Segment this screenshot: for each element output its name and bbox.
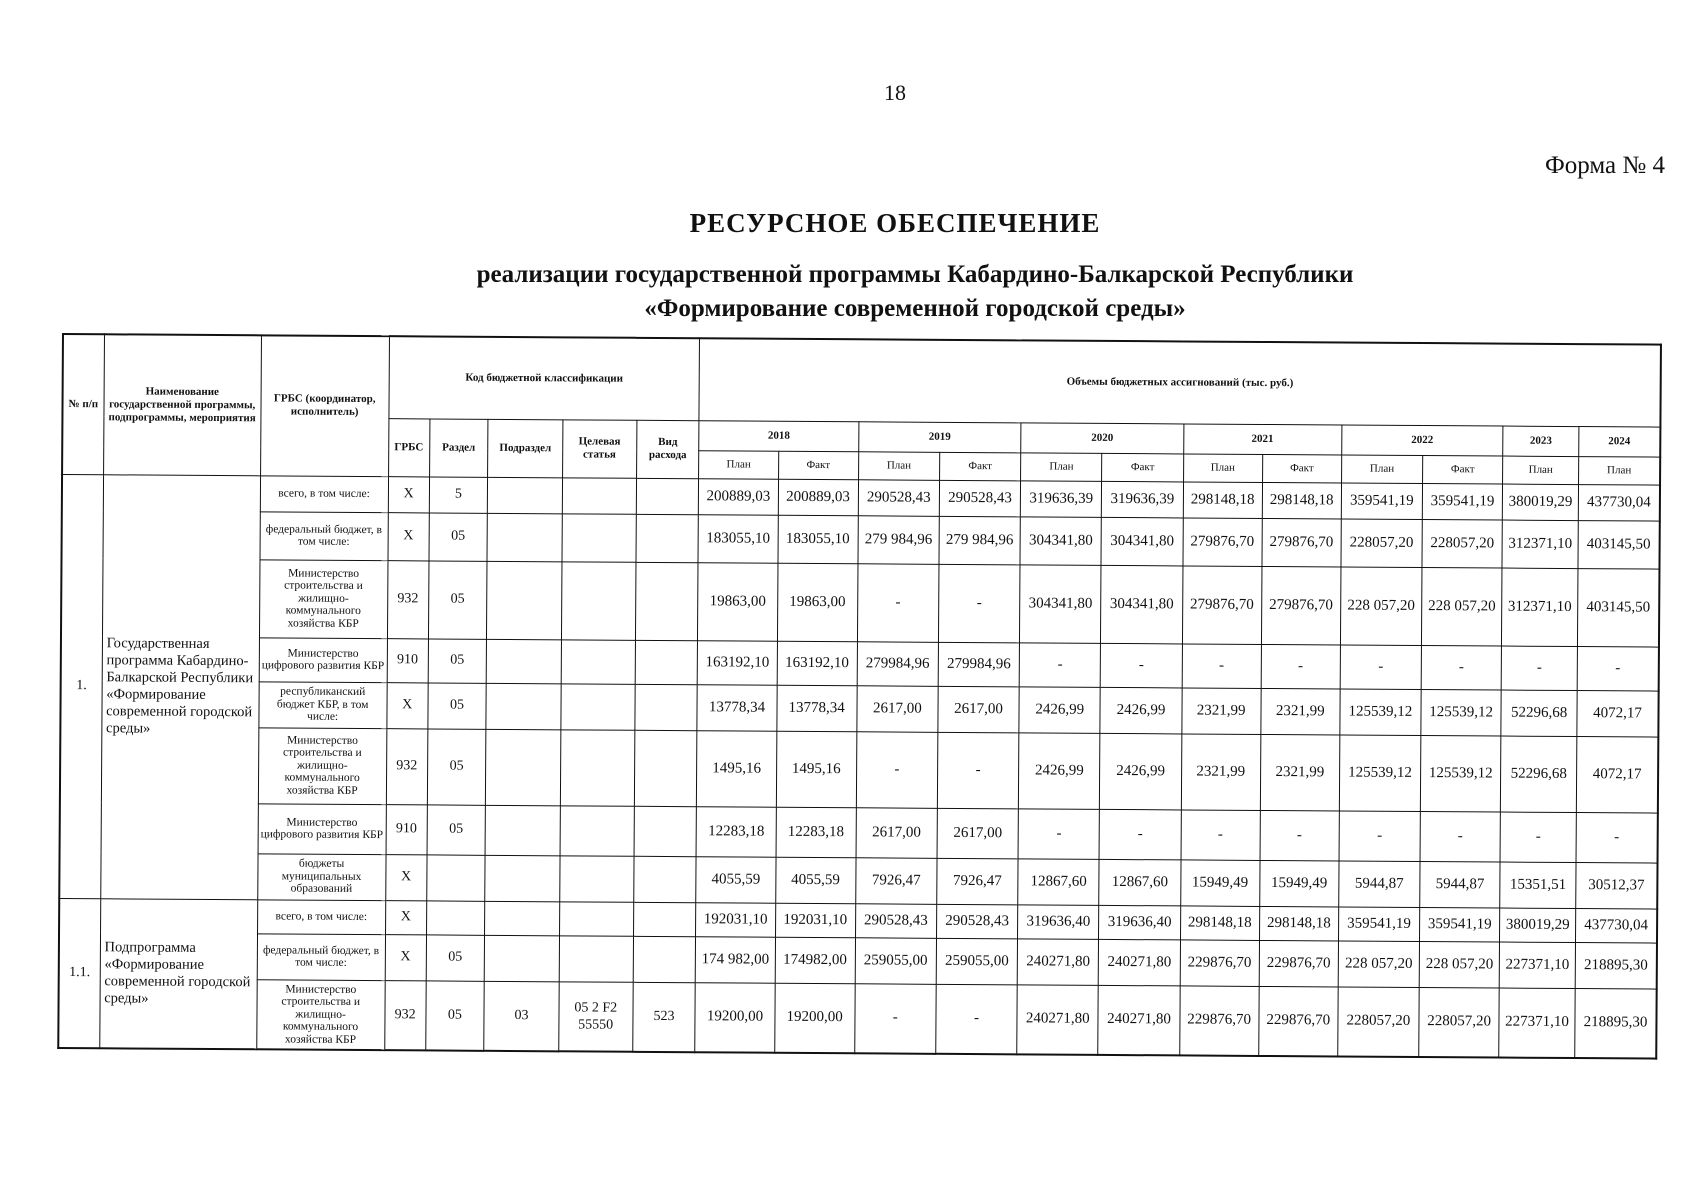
value-cell: 174 982,00 (696, 936, 775, 983)
value-cell: 192031,10 (775, 903, 855, 938)
value-cell: 240271,80 (1017, 938, 1099, 985)
funding-source: Министерство строительства и жилищно-коммунального хозяйства КБР (259, 559, 387, 638)
value-cell: 279 984,96 (858, 515, 940, 564)
code-grbs-cell: X (388, 512, 429, 560)
code-podrazdel-cell (484, 935, 559, 981)
code-type-cell (636, 514, 699, 562)
value-cell: 13778,34 (697, 684, 776, 731)
value-cell: 290528,43 (855, 903, 936, 938)
code-grbs-cell: X (385, 934, 426, 980)
value-cell: 2321,99 (1182, 687, 1261, 734)
value-cell: 183055,10 (778, 515, 858, 564)
value-cell: 290528,43 (936, 904, 1017, 939)
code-razdel-cell (426, 900, 485, 934)
value-cell: 228 057,20 (1340, 566, 1422, 645)
code-podrazdel-cell (487, 561, 562, 639)
code-grbs-cell: 910 (387, 638, 428, 682)
value-cell: 229876,70 (1180, 939, 1259, 986)
value-cell: 125539,12 (1420, 735, 1501, 812)
value-cell: 228057,20 (1419, 987, 1500, 1058)
value-cell: 4055,59 (775, 857, 855, 904)
code-grbs-cell: X (386, 682, 427, 728)
value-cell: 228057,20 (1422, 519, 1502, 568)
header-code-grbs: ГРБС (388, 418, 430, 476)
code-podrazdel-cell (487, 513, 562, 561)
value-cell: 319636,39 (1102, 481, 1183, 518)
value-cell: 15949,49 (1259, 860, 1338, 907)
value-cell: 380019,29 (1502, 484, 1578, 521)
value-cell: 125539,12 (1339, 734, 1421, 811)
value-cell: - (1420, 811, 1500, 862)
row-index: 1. (59, 474, 103, 898)
page-number: 18 (884, 80, 906, 105)
value-cell: 240271,80 (1098, 985, 1180, 1056)
header-year-2018: 2018 (699, 420, 858, 451)
header-year-2023: 2023 (1503, 426, 1579, 457)
header-num: № п/п (62, 334, 104, 474)
header-plan: План (1341, 454, 1422, 483)
value-cell: 279 984,96 (939, 516, 1021, 565)
header-code-target: Целевая статья (562, 419, 636, 477)
code-type-cell (633, 856, 696, 902)
subtitle-line-1: реализации государственной программы Кабардино-Балкарской Республики (476, 261, 1354, 288)
value-cell: 2426,99 (1019, 732, 1101, 809)
value-cell: 359541,19 (1422, 483, 1502, 520)
value-cell: 4072,17 (1576, 736, 1658, 813)
value-cell: 304341,80 (1101, 517, 1183, 566)
value-cell: 359541,19 (1341, 482, 1422, 519)
value-cell: 279876,70 (1261, 566, 1341, 645)
header-fact: Факт (1102, 453, 1183, 482)
code-grbs-cell: 932 (386, 728, 428, 804)
value-cell: 2321,99 (1261, 688, 1340, 735)
table-header (62, 334, 1661, 485)
value-cell: 290528,43 (858, 479, 939, 516)
code-type-cell (636, 478, 699, 514)
value-cell: 319636,40 (1099, 905, 1180, 940)
value-cell: - (1101, 643, 1183, 688)
value-cell: 228 057,20 (1422, 567, 1503, 646)
header-volumes: Объемы бюджетных ассигнований (тыс. руб.) (699, 338, 1661, 426)
header-code-type: Вид расхода (636, 420, 699, 478)
code-grbs-cell: 932 (387, 560, 429, 638)
row-index: 1.1. (58, 898, 100, 1048)
header-code-podrazdel: Подраздел (488, 419, 563, 477)
value-cell: 52296,68 (1501, 736, 1577, 813)
code-razdel-cell: 05 (426, 934, 485, 980)
value-cell: - (1577, 646, 1659, 691)
table-row (60, 726, 1658, 813)
value-cell: - (1099, 809, 1181, 860)
value-cell: 228 057,20 (1419, 941, 1499, 988)
value-cell: 279984,96 (938, 642, 1020, 687)
code-target-cell (561, 561, 635, 639)
code-type-cell (634, 730, 697, 806)
code-type-cell (633, 902, 696, 936)
value-cell: - (1421, 645, 1501, 690)
value-cell: 2617,00 (938, 686, 1020, 733)
table-body (58, 474, 1660, 1059)
funding-source: Министерство цифрового развития КБР (258, 803, 386, 854)
code-grbs-cell: X (385, 854, 426, 900)
funding-source: всего, в том числе: (257, 899, 385, 934)
code-razdel-cell: 5 (429, 476, 488, 512)
value-cell: 163192,10 (777, 641, 857, 686)
code-target-cell (560, 805, 634, 855)
value-cell: 19863,00 (698, 562, 778, 641)
value-cell: 228057,20 (1338, 986, 1420, 1057)
code-grbs-cell: X (385, 900, 426, 934)
code-target-cell (561, 639, 635, 683)
value-cell: - (1576, 812, 1658, 863)
value-cell: 125539,12 (1421, 689, 1501, 736)
code-target-cell (562, 513, 636, 561)
value-cell: - (1261, 644, 1340, 689)
value-cell: 290528,43 (939, 480, 1020, 517)
value-cell: 2617,00 (857, 685, 939, 732)
value-cell: 259055,00 (855, 937, 937, 984)
value-cell: 229876,70 (1179, 985, 1259, 1056)
header-year-2021: 2021 (1183, 423, 1341, 454)
code-podrazdel-cell (486, 683, 561, 729)
value-cell: - (938, 564, 1020, 643)
value-cell: 12867,60 (1099, 859, 1181, 906)
value-cell: 1495,16 (697, 730, 777, 807)
value-cell: - (1500, 812, 1576, 863)
value-cell: 7926,47 (855, 857, 937, 904)
table-row (58, 978, 1656, 1059)
value-cell: 19200,00 (695, 982, 775, 1053)
value-cell: 304341,80 (1020, 516, 1102, 565)
value-cell: 240271,80 (1099, 939, 1181, 986)
resource-table-wrapper (57, 333, 1662, 1060)
value-cell: - (937, 732, 1019, 809)
value-cell: - (1501, 646, 1577, 691)
document-subtitle (0, 258, 1697, 326)
document-title: РЕСУРСНОЕ ОБЕСПЕЧЕНИЕ (689, 208, 1101, 238)
value-cell: 218895,30 (1575, 988, 1657, 1059)
value-cell: 30512,37 (1576, 862, 1658, 909)
code-razdel-cell: 05 (428, 638, 487, 682)
form-label: Форма № 4 (1545, 152, 1665, 179)
value-cell: 2426,99 (1100, 733, 1182, 810)
value-cell: 218895,30 (1575, 942, 1657, 989)
value-cell: 298148,18 (1259, 906, 1338, 941)
program-name: Государственная программа Кабардино-Балкарской Республики «Формирование современной городской среды» (100, 474, 260, 899)
code-target-cell (560, 729, 634, 805)
code-target-cell (560, 855, 634, 901)
code-podrazdel-cell (485, 855, 560, 901)
value-cell: - (1339, 810, 1421, 861)
value-cell: 2321,99 (1181, 733, 1261, 810)
funding-source: бюджеты муниципальных образований (257, 853, 385, 900)
code-type-cell (634, 806, 697, 856)
value-cell: 298148,18 (1180, 905, 1259, 940)
value-cell: - (857, 563, 939, 642)
value-cell: - (1340, 644, 1422, 689)
code-target-cell (562, 477, 636, 513)
funding-source: Министерство строительства и жилищно-коммунального хозяйства КБР (256, 979, 384, 1050)
value-cell: 298148,18 (1183, 481, 1262, 518)
value-cell: 52296,68 (1501, 690, 1577, 737)
value-cell: 5944,87 (1339, 860, 1421, 907)
value-cell: 2426,99 (1019, 686, 1101, 733)
value-cell: 2617,00 (937, 808, 1019, 859)
code-grbs-cell: 910 (386, 804, 427, 854)
code-type-cell (635, 562, 698, 640)
value-cell: 174982,00 (775, 937, 855, 984)
value-cell: 312371,10 (1502, 520, 1578, 569)
value-cell: 200889,03 (778, 479, 858, 516)
value-cell: 229876,70 (1259, 940, 1338, 987)
code-podrazdel-cell (486, 639, 561, 683)
value-cell: 279876,70 (1262, 518, 1341, 567)
value-cell: 259055,00 (936, 938, 1018, 985)
value-cell: 227371,10 (1499, 988, 1575, 1059)
value-cell: 229876,70 (1258, 986, 1338, 1057)
header-plan: План (1183, 453, 1262, 482)
value-cell: 192031,10 (696, 902, 775, 937)
value-cell: 2617,00 (856, 807, 938, 858)
value-cell: 183055,10 (698, 514, 777, 563)
code-type-cell (635, 640, 698, 684)
header-fact: Факт (1423, 455, 1503, 484)
value-cell: 12283,18 (776, 807, 856, 858)
code-podrazdel-cell: 03 (484, 981, 559, 1051)
header-plan: План (699, 450, 778, 479)
value-cell: 380019,29 (1500, 908, 1576, 943)
funding-source: федеральный бюджет, в том числе: (260, 511, 388, 560)
program-name: Подпрограмма «Формирование современной городской среды» (99, 898, 257, 1049)
code-podrazdel-cell (485, 901, 560, 935)
code-type-cell: 523 (632, 982, 695, 1052)
value-cell: 163192,10 (698, 640, 777, 685)
value-cell: 403145,50 (1577, 568, 1659, 647)
header-plan: План (858, 451, 939, 480)
header-fact: Факт (939, 452, 1020, 481)
value-cell: 7926,47 (937, 858, 1019, 905)
code-razdel-cell: 05 (427, 728, 486, 804)
value-cell: 359541,19 (1338, 906, 1419, 941)
value-cell: 5944,87 (1420, 861, 1500, 908)
value-cell: 228057,20 (1341, 518, 1423, 567)
value-cell: 15949,49 (1180, 859, 1259, 906)
value-cell: - (1019, 642, 1101, 687)
code-razdel-cell: 05 (427, 804, 486, 854)
value-cell: 4055,59 (696, 856, 775, 903)
header-plan: План (1579, 456, 1661, 485)
header-plan: План (1021, 452, 1102, 481)
value-cell: 240271,80 (1017, 984, 1099, 1055)
code-razdel-cell (426, 854, 485, 900)
header-year-2022: 2022 (1342, 424, 1504, 455)
value-cell: 319636,39 (1020, 480, 1101, 517)
value-cell: 13778,34 (776, 685, 856, 732)
value-cell: - (854, 983, 936, 1054)
value-cell: 15351,51 (1500, 862, 1576, 909)
funding-source: всего, в том числе: (260, 475, 388, 512)
code-target-cell (561, 683, 635, 729)
resource-table (57, 333, 1662, 1060)
header-year-2019: 2019 (858, 421, 1021, 452)
header-year-2020: 2020 (1021, 422, 1184, 453)
value-cell: 437730,04 (1576, 908, 1658, 943)
value-cell: 403145,50 (1578, 520, 1660, 569)
value-cell: - (936, 984, 1018, 1055)
table-row (61, 558, 1659, 647)
code-target-cell (559, 935, 633, 981)
funding-source: федеральный бюджет, в том числе: (257, 933, 385, 980)
value-cell: 279984,96 (857, 641, 939, 686)
value-cell: 1495,16 (776, 731, 857, 808)
funding-source: Министерство цифрового развития КБР (259, 637, 387, 682)
value-cell: 2321,99 (1260, 734, 1340, 811)
code-grbs-cell: X (388, 476, 429, 512)
value-cell: 12867,60 (1018, 858, 1100, 905)
code-razdel-cell: 05 (428, 560, 487, 638)
code-podrazdel-cell (488, 477, 563, 513)
header-code-razdel: Раздел (429, 418, 488, 476)
code-podrazdel-cell (485, 805, 560, 855)
code-type-cell (634, 684, 697, 730)
code-podrazdel-cell (486, 729, 561, 805)
funding-source: республиканский бюджет КБР, в том числе: (259, 681, 387, 728)
value-cell: 227371,10 (1499, 942, 1575, 989)
code-razdel-cell: 05 (425, 980, 484, 1050)
code-type-cell (633, 936, 696, 982)
value-cell: 19863,00 (777, 563, 858, 642)
code-target-cell: 05 2 F2 55550 (559, 981, 633, 1051)
header-plan: План (1503, 456, 1579, 485)
value-cell: 304341,80 (1101, 565, 1183, 644)
value-cell: 200889,03 (699, 478, 778, 515)
header-year-2024: 2024 (1579, 426, 1661, 457)
value-cell: - (856, 731, 938, 808)
header-code: Код бюджетной классификации (389, 336, 700, 420)
funding-source: Министерство строительства и жилищно-коммунального хозяйства КБР (258, 727, 386, 804)
value-cell: - (1182, 643, 1261, 688)
value-cell: 298148,18 (1262, 482, 1341, 519)
value-cell: 359541,19 (1420, 907, 1500, 942)
code-grbs-cell: 932 (384, 980, 426, 1050)
value-cell: 19200,00 (774, 983, 855, 1054)
value-cell: 279876,70 (1183, 517, 1262, 566)
code-razdel-cell: 05 (429, 512, 488, 560)
header-fact: Факт (778, 451, 858, 480)
value-cell: 437730,04 (1578, 484, 1660, 521)
code-target-cell (559, 901, 633, 935)
value-cell: 312371,10 (1502, 568, 1578, 647)
value-cell: 319636,40 (1018, 904, 1099, 939)
header-name: Наименование государственной программы, подпрограммы, мероприятия (103, 334, 261, 475)
value-cell: 12283,18 (697, 806, 776, 857)
code-razdel-cell: 05 (428, 682, 487, 728)
value-cell: 304341,80 (1020, 564, 1102, 643)
subtitle-line-2: «Формирование современной городской среды» (644, 295, 1186, 322)
header-fact: Факт (1262, 454, 1341, 483)
header-grbs: ГРБС (координатор, исполнитель) (260, 335, 389, 476)
value-cell: 279876,70 (1182, 565, 1262, 644)
value-cell: 4072,17 (1577, 690, 1659, 737)
value-cell: 2426,99 (1100, 687, 1182, 734)
value-cell: - (1018, 808, 1100, 859)
value-cell: 125539,12 (1340, 688, 1422, 735)
value-cell: 228 057,20 (1338, 940, 1420, 987)
value-cell: - (1260, 810, 1339, 861)
value-cell: - (1181, 809, 1260, 860)
